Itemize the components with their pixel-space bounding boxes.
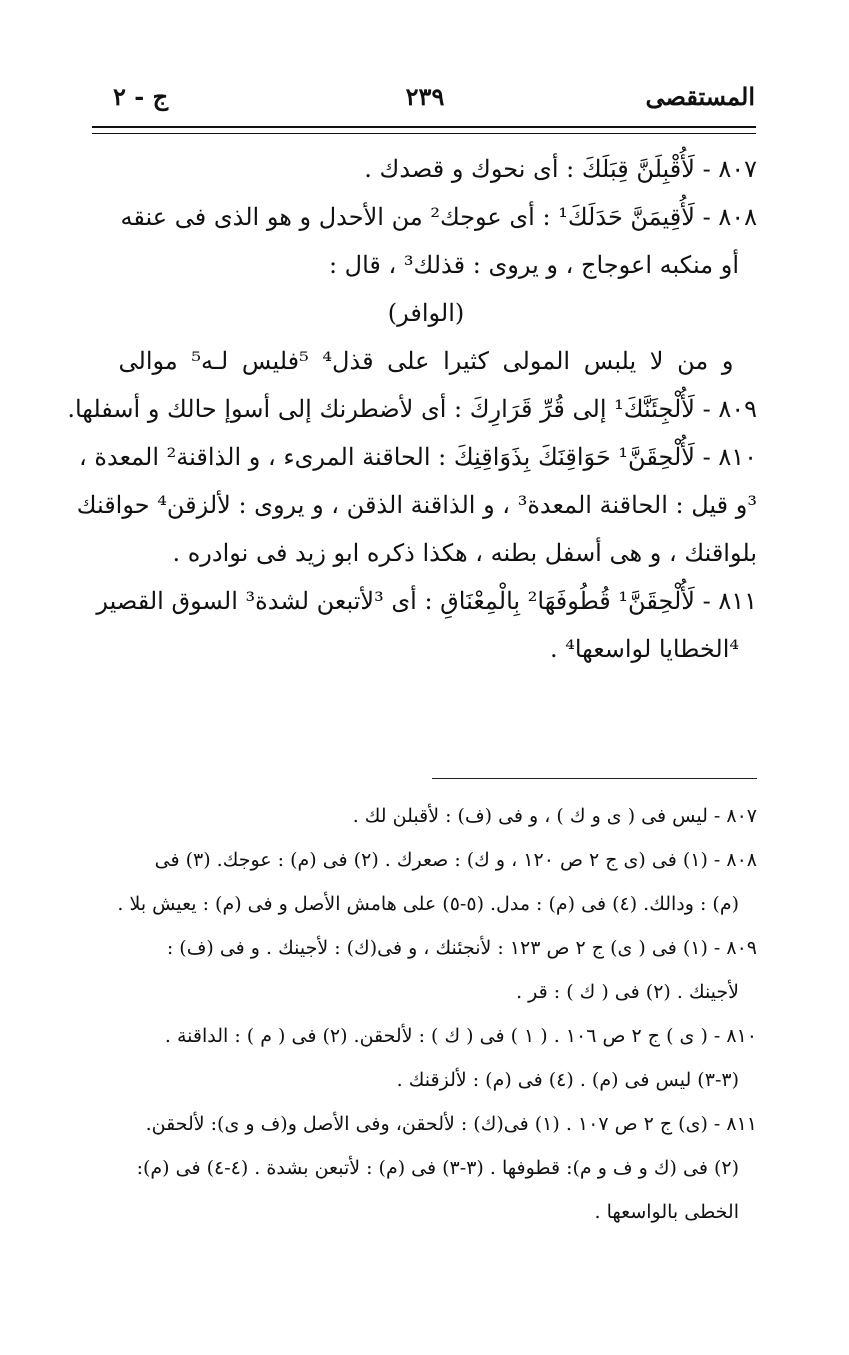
- footnote-rule: [432, 778, 757, 779]
- page-header: [95, 82, 755, 124]
- footnote-line: لأجينك . (٢) فى ( ك ) : قر .: [516, 981, 739, 1003]
- footnote-line: ٨١٠ - ( ى ) ج ٢ ص ١٠٦ . ( ١ ) فى ( ك ) : لألحقن. (٢) فى ( م ) : الداقنة .: [164, 1025, 757, 1047]
- header-rule: [92, 126, 756, 134]
- entry-810-continuation: ³و قيل : الحاقنة المعدة³ ، و الذاقنة الذقن ، و يروى : لألزقن⁴ حواقنك: [76, 491, 757, 519]
- footnote-line: (٣-٣) ليس فى (م) . (٤) فى (م) : لألزقنك .: [396, 1069, 739, 1091]
- footnotes: [95, 794, 757, 1234]
- entry-808: ٨٠٨ - لَأُقِيمَنَّ حَدَلَكَ¹ : أى عوجك² من الأحدل و هو الذى فى عنقه: [120, 203, 757, 231]
- page-number: ٢٣٩: [405, 82, 445, 111]
- footnote-line: ٨٠٩ - (١) فى ( ى) ج ٢ ص ١٢٣ : لأنجئنك ، و فى(ك) : لأجينك . و فى (ف) :: [166, 937, 757, 959]
- footnote-line: ٨٠٧ - ليس فى ( ى و ك ) ، و فى (ف) : لأقبلن لك .: [352, 805, 757, 827]
- footnote-line: (م) : ودالك. (٤) فى (م) : مدل. (٥-٥) على هامش الأصل و فى (م) : يعيش بلا .: [117, 893, 739, 915]
- entry-811-continuation: ⁴الخطايا لواسعها⁴ .: [549, 635, 739, 663]
- footnote-line: الخطى بالواسعها .: [594, 1201, 739, 1223]
- main-text: [67, 145, 757, 673]
- poem-verse: و من لا يلبس المولى كثيرا على قذل⁴ ⁵فليس لـه⁵ موالى: [118, 347, 734, 375]
- meter-label: (الوافر): [387, 299, 465, 327]
- entry-810: ٨١٠ - لَأُلْحِقَنَّ¹ حَوَاقِنَكَ بِذَوَاقِنِكَ : الحاقنة المرىء ، و الذاقنة² المعدة ،: [79, 443, 757, 471]
- footnote-line: ٨١١ - (ى) ج ٢ ص ١٠٧ . (١) فى(ك) : لألحقن، وفى الأصل و(ف و ى): لألحقن.: [145, 1113, 757, 1135]
- entry-810-continuation: بلواقنك ، و هى أسفل بطنه ، هكذا ذكره ابو زيد فى نوادره .: [172, 539, 757, 567]
- footnote-line: ٨٠٨ - (١) فى (ى ج ٢ ص ١٢٠ ، و ك) : صعرك . (٢) فى (م) : عوجك. (٣) فى: [154, 849, 757, 871]
- running-title: المستقصى: [645, 82, 755, 111]
- entry-809: ٨٠٩ - لَأُلْجِئَنَّكَ¹ إلى قُرِّ قَرَارِكَ : أى لأضطرنك إلى أسوإ حالك و أسفلها.: [67, 395, 757, 423]
- entry-811: ٨١١ - لَأُلْحِقَنَّ¹ قُطُوفَهَا² بِالْمِعْنَاقِ : أى ³لأتبعن لشدة³ السوق القصير: [96, 587, 757, 615]
- volume-label: ج - ٢: [113, 82, 169, 111]
- entry-808-continuation: أو منكبه اعوجاج ، و يروى : قذلك³ ، قال :: [328, 251, 739, 279]
- entry-807: ٨٠٧ - لَأُقْبِلَنَّ قِبَلَكَ : أى نحوك و قصدك .: [364, 155, 757, 183]
- footnote-line: (٢) فى (ك و ف و م): قطوفها . (٣-٣) فى (م) : لأتبعن بشدة . (٤-٤) فى (م):: [136, 1157, 739, 1179]
